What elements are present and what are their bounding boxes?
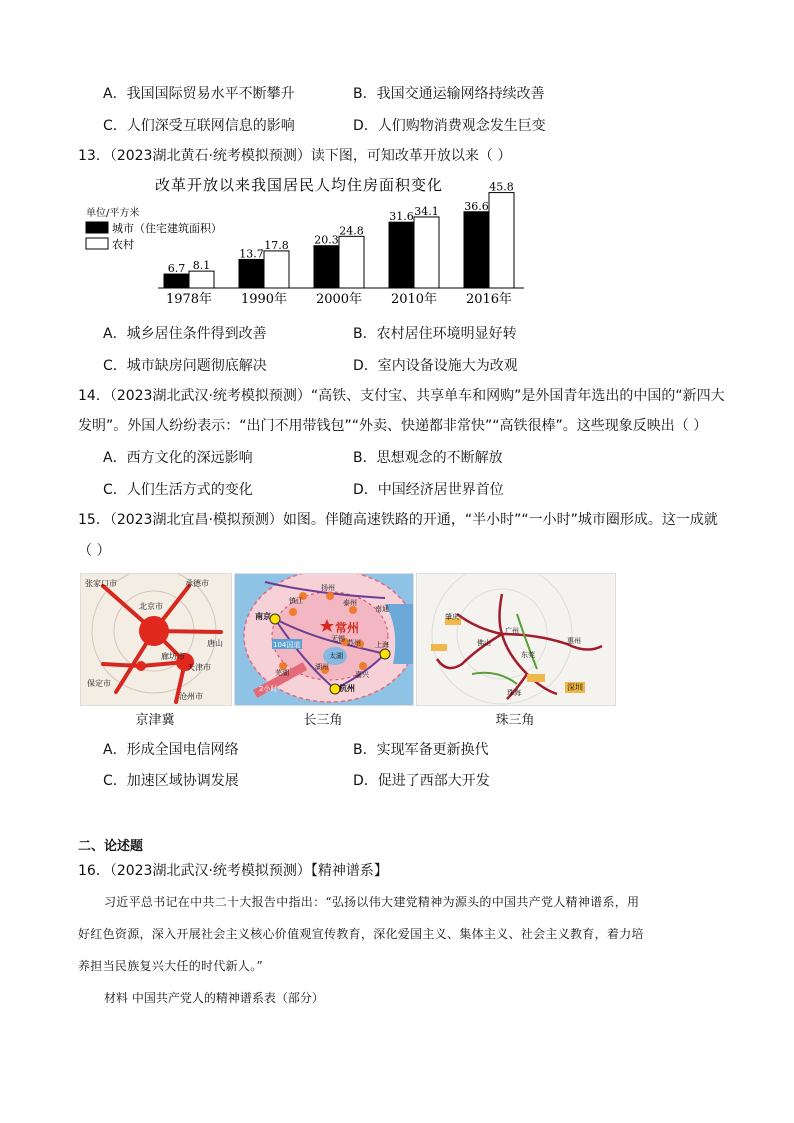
place-label: 珠海 bbox=[507, 689, 521, 697]
place-label: 104国道 bbox=[273, 641, 301, 649]
place-label: 唐山 bbox=[207, 639, 223, 648]
q15-option-a: A．形成全国电信网络 bbox=[103, 742, 239, 758]
bar-rural-3 bbox=[414, 217, 439, 288]
place-label: 嘉兴 bbox=[355, 671, 369, 679]
data-label: 24.8 bbox=[339, 224, 364, 238]
q14-option-d: D．中国经济居世界首位 bbox=[353, 482, 504, 498]
q16-paragraph-line2: 好红色资源，深入开展社会主义核心价值观宣传教育，深化爱国主义、集体主义、社会主义教育，着力培 bbox=[78, 927, 644, 941]
place-label: 太湖 bbox=[329, 652, 343, 660]
place-label: 惠州 bbox=[567, 637, 581, 645]
unit-label: 单位/平方米 bbox=[86, 208, 140, 219]
place-label: 泰州 bbox=[343, 599, 357, 607]
q14-option-b: B．思想观念的不断解放 bbox=[353, 450, 503, 466]
bar-rural-1 bbox=[264, 251, 289, 288]
place-label: 无锡 bbox=[331, 635, 345, 643]
bar-city-0 bbox=[164, 274, 189, 288]
place-label: 深圳 bbox=[567, 683, 583, 692]
q13-option-a: A．城乡居住条件得到改善 bbox=[103, 326, 267, 342]
x-tick-label: 1990年 bbox=[240, 292, 288, 307]
data-label: 13.7 bbox=[239, 247, 264, 261]
place-label: 北京市 bbox=[139, 602, 163, 611]
map-zhusanjiao bbox=[416, 573, 616, 706]
data-label: 31.6 bbox=[389, 210, 414, 224]
place-label: 保定市 bbox=[87, 679, 111, 688]
q12-option-b: B．我国交通运输网络持续改善 bbox=[353, 86, 545, 102]
place-label: 常州 bbox=[335, 621, 360, 635]
x-tick-label: 2010年 bbox=[390, 292, 438, 307]
place-label: 南通 bbox=[375, 605, 389, 613]
q14-stem-line1: 14．（2023湖北武汉·统考模拟预测）“高铁、支付宝、共享单车和网购”是外国青年选出的中国的“新四大 bbox=[78, 388, 725, 404]
chart-title: 改革开放以来我国居民人均住房面积变化 bbox=[155, 176, 444, 194]
q14-option-c: C．人们生活方式的变化 bbox=[103, 482, 253, 498]
bar-city-4 bbox=[464, 212, 489, 288]
place-label: 苏州 bbox=[347, 639, 361, 647]
place-label: 2小时 bbox=[259, 685, 278, 693]
place-label: 肇庆 bbox=[445, 613, 459, 621]
place-label: 湖州 bbox=[315, 663, 329, 671]
q16-paragraph-line1: 习近平总书记在中共二十大报告中指出：“弘扬以伟大建党精神为源头的中国共产党人精神谱系，用 bbox=[104, 895, 640, 909]
map-changsanjiao bbox=[234, 573, 414, 706]
q16-stem: 16．（2023湖北武汉·统考模拟预测）【精神谱系】 bbox=[78, 863, 388, 879]
place-label: 上海 bbox=[375, 641, 389, 649]
place-label: 佛山 bbox=[477, 639, 491, 647]
bar-city-1 bbox=[239, 259, 264, 288]
place-label: 南京 bbox=[255, 612, 271, 621]
q13-option-b: B．农村居住环境明显好转 bbox=[353, 326, 517, 342]
data-label: 36.6 bbox=[464, 199, 489, 213]
map-jingjinji bbox=[80, 573, 232, 706]
place-label: 廊坊市 bbox=[161, 652, 185, 661]
map-caption-changsanjiao: 长三角 bbox=[303, 713, 343, 728]
legend-label-0: 城市（住宅建筑面积） bbox=[112, 222, 222, 235]
x-tick-label: 2000年 bbox=[315, 292, 363, 307]
place-label: 沧州市 bbox=[179, 692, 203, 701]
place-label: 广州 bbox=[505, 627, 519, 635]
housing-area-chart bbox=[82, 170, 532, 310]
chart-legend bbox=[86, 221, 222, 251]
place-label: 杭州 bbox=[339, 684, 355, 693]
bar-city-2 bbox=[314, 246, 339, 288]
q13-stem: 13．（2023湖北黄石·统考模拟预测）读下图，可知改革开放以来（ ） bbox=[78, 148, 512, 164]
section-heading: 二、论述题 bbox=[78, 839, 144, 854]
legend-swatch-0 bbox=[86, 222, 108, 233]
place-label: 承德市 bbox=[185, 579, 209, 588]
place-label: 东莞 bbox=[521, 651, 535, 659]
q16-material-caption: 材料 中国共产党人的精神谱系表（部分） bbox=[104, 991, 324, 1005]
q15-stem-line2: （ ） bbox=[78, 543, 111, 559]
bar-rural-2 bbox=[339, 236, 364, 288]
q16-paragraph-line3: 养担当民族复兴大任的时代新人。” bbox=[78, 959, 263, 973]
data-label: 45.8 bbox=[489, 180, 514, 194]
bar-rural-4 bbox=[489, 193, 514, 288]
bar-chart bbox=[82, 170, 532, 310]
q15-option-d: D．促进了西部大开发 bbox=[353, 773, 490, 789]
place-label: 扬州 bbox=[321, 584, 335, 592]
q12-option-d: D．人们购物消费观念发生巨变 bbox=[353, 118, 546, 134]
map-caption-zhusanjiao: 珠三角 bbox=[495, 713, 535, 728]
data-label: 17.8 bbox=[264, 238, 289, 252]
x-tick-label: 2016年 bbox=[465, 292, 513, 307]
data-label: 8.1 bbox=[192, 259, 211, 273]
data-label: 34.1 bbox=[414, 204, 439, 218]
place-label: 镇江 bbox=[289, 597, 303, 605]
place-label: 天津市 bbox=[187, 663, 211, 672]
bar-rural-0 bbox=[189, 271, 214, 288]
q14-option-a: A．西方文化的深远影响 bbox=[103, 450, 253, 466]
x-tick-label: 1978年 bbox=[165, 292, 213, 307]
data-label: 6.7 bbox=[167, 262, 186, 276]
q15-option-b: B．实现军备更新换代 bbox=[353, 742, 489, 758]
data-label: 20.3 bbox=[314, 233, 339, 247]
legend-swatch-1 bbox=[86, 238, 108, 249]
q12-option-a: A．我国国际贸易水平不断攀升 bbox=[103, 86, 295, 102]
x-tick-labels bbox=[166, 291, 512, 307]
q15-stem-line1: 15．（2023湖北宜昌·模拟预测）如图。伴随高速铁路的开通，“半小时”“一小时”城市圈形成。这一成就 bbox=[78, 512, 718, 528]
bar-city-3 bbox=[389, 222, 414, 288]
q13-option-d: D．室内设备设施大为改观 bbox=[353, 358, 518, 374]
q12-option-c: C．人们深受互联网信息的影响 bbox=[103, 118, 295, 134]
map-caption-jingjinji: 京津冀 bbox=[135, 713, 175, 728]
q15-option-c: C．加速区域协调发展 bbox=[103, 773, 239, 789]
place-label: 张家口市 bbox=[85, 579, 117, 588]
q13-option-c: C．城市缺房问题彻底解决 bbox=[103, 358, 267, 374]
q14-stem-line2: 发明”。外国人纷纷表示：“出门不用带钱包”“外卖、快递都非常快”“高铁很棒”。这些现象反映出（ ） bbox=[78, 418, 708, 434]
legend-label-1: 农村 bbox=[112, 238, 134, 251]
place-label: 芜湖 bbox=[275, 669, 289, 677]
map-zhusanjiao-graphic bbox=[417, 574, 615, 705]
